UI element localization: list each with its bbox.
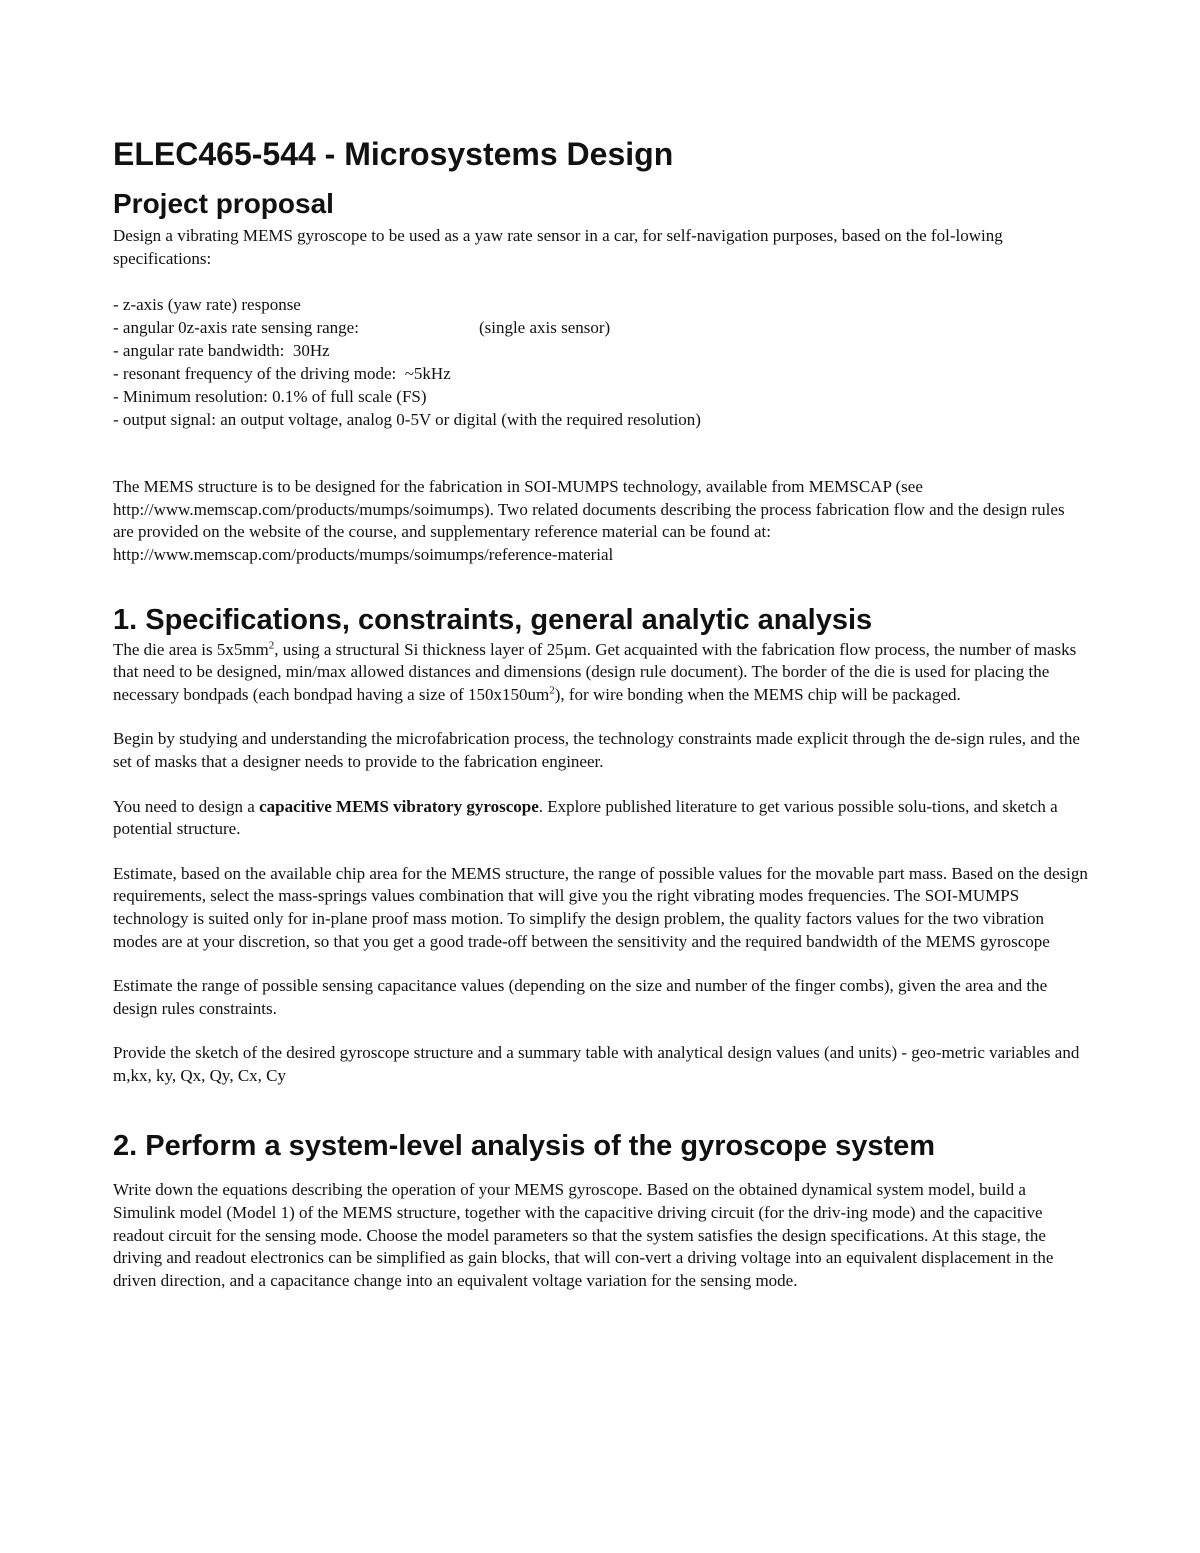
section-2-paragraph: Write down the equations describing the operation of your MEMS gyroscope. Based on the obtained dynamical system model, build a Simulink model (Model 1) of the MEMS structure, together with the capacitive driving circuit (for the driv-ing mode) and the capacitive readout circuit for the sensing mode. Choose the model parameters so that the system satisfies the design specifications. At this stage, the driving and readout electronics can be simplified as gain blocks, that will con-vert a driving voltage into an equivalent displacement in the driven direction, and a capacitance change into an equivalent voltage variation for the sensing mode. <box>113 1180 1054 1290</box>
document-title: ELEC465-544 - Microsystems Design <box>113 136 674 172</box>
spec-item <box>113 316 1088 339</box>
section-1-paragraph: You need to design a capacitive MEMS vibratory gyroscope. Explore published literature to get various possible solu-tions, and sketch a potential structure. <box>113 796 1058 839</box>
section-1-heading: 1. Specifications, constraints, general analytic analysis <box>113 603 873 636</box>
spec-item: - angular rate bandwidth: 30Hz <box>113 341 330 361</box>
section-1-paragraph: Estimate the range of possible sensing capacitance values (depending on the size and number of the finger combs), given the area and the design rules constraints. <box>113 976 1048 1018</box>
document-body <box>113 134 1088 1292</box>
intro-paragraph: Design a vibrating MEMS gyroscope to be used as a yaw rate sensor in a car, for self-navigation purposes, based on the fol-lowing specifications: <box>113 226 1003 268</box>
section-1-paragraph: Provide the sketch of the desired gyroscope structure and a summary table with analytical design values (and units) - geo-metric variables and m,kx, ky, Qx, Qy, Cx, Cy <box>113 1043 1080 1085</box>
spec-item: - z-axis (yaw rate) response <box>113 295 301 315</box>
section-1-paragraph: Estimate, based on the available chip area for the MEMS structure, the range of possible values for the movable part mass. Based on the design requirements, select the mass-springs values combination that will give you the right vibrating modes frequencies. The SOI-MUMPS technology is suited only for in-plane proof mass motion. To simplify the design problem, the quality factors values for the two vibration modes are at your discretion, so that you get a good trade-off between the sensitivity and the required bandwidth of the MEMS gyroscope <box>113 863 1088 951</box>
spec-item: - resonant frequency of the driving mode: ~5kHz <box>113 364 451 384</box>
section-1-paragraph: The die area is $5x5mm^2$, using a structural Si thickness layer of 25µm. Get acquainted with the fabrication flow process, the number of masks that need to be designed, min/max allowed distances and dimensions (design rule document). The border of the die is used for placing the necessary bondpads (each bondpad having a size of $150x150um^2$), for wire bonding when the MEMS chip will be packaged. <box>113 638 1077 704</box>
fabrication-paragraph: The MEMS structure is to be designed for the fabrication in SOI-MUMPS technology, available from MEMSCAP (see http://www.memscap.com/products/mumps/soimumps). Two related documents describing the process fabrication flow and the design rules are provided on the website of the course, and supplementary reference material can be found at: http://www.memscap.com/products/mumps/soimumps/reference-material <box>113 477 1065 564</box>
spec-item: - Minimum resolution: 0.1% of full scale (FS) <box>113 387 427 407</box>
document-subtitle: Project proposal <box>113 188 334 219</box>
spec-item-text: - angular 0z-axis rate sensing range: <box>113 318 359 338</box>
section-2-heading: 2. Perform a system-level analysis of the gyroscope system <box>113 1130 936 1163</box>
spec-list <box>113 293 1088 431</box>
emphasis-text: capacitive MEMS vibratory gyroscope <box>259 796 539 816</box>
section-1-paragraph: Begin by studying and understanding the microfabrication process, the technology constraints made explicit through the de-sign rules, and the set of masks that a designer needs to provide to the fabrication engineer. <box>113 729 1080 771</box>
spec-item: - output signal: an output voltage, analog 0-5V or digital (with the required resolution) <box>113 410 701 430</box>
spec-note: (single axis sensor) <box>478 318 611 338</box>
